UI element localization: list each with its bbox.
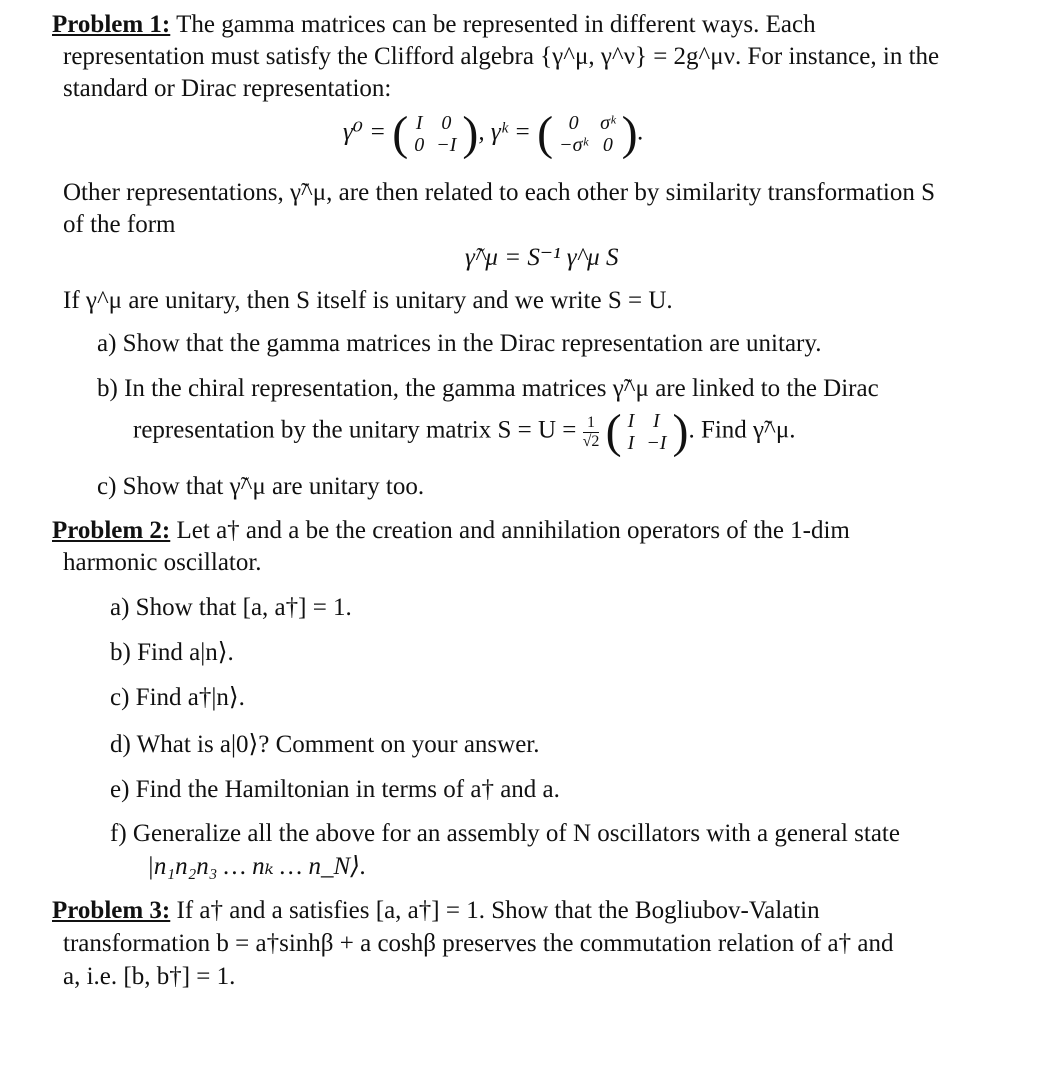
- gammak-lhs: γᵏ =: [490, 118, 531, 146]
- problem-2-part-f-line-2: |n₁n₂n₃ … nₖ … n_N⟩.: [147, 853, 367, 880]
- problem-3-line-2: transformation b = a†sinhβ + a coshβ preserves the commutation relation of a† and: [63, 930, 894, 957]
- fraction-denominator: √2: [582, 432, 600, 450]
- one-over-root-two: [583, 414, 600, 451]
- gammak-matrix: ( 0 σᵏ −σᵏ 0 ): [537, 107, 638, 160]
- u-m22: −I: [646, 432, 667, 454]
- part-b-find: . Find γ̃^μ.: [688, 416, 796, 444]
- gammak-m12: σᵏ: [600, 112, 616, 134]
- u-m12: I: [653, 410, 660, 432]
- problem-1-line-6: If γ^μ are unitary, then S itself is unitary and we write S = U.: [63, 287, 673, 314]
- gamma0-m22: −I: [436, 134, 457, 156]
- problem-2-text-1: Let a† and a be the creation and annihilation operators of the 1-dim: [176, 517, 850, 544]
- gamma0-matrix: ( I 0 0 −I ): [392, 107, 479, 160]
- problem-1-heading: Problem 1:: [52, 11, 171, 38]
- problem-3-line-3: a, i.e. [b, b†] = 1.: [63, 963, 236, 990]
- problem-1-line-2: representation must satisfy the Clifford algebra {γ^μ, γ^ν} = 2g^μν. For instance, in the: [63, 43, 940, 70]
- problem-2-line-1: [52, 516, 850, 546]
- gammak-m11: 0: [568, 112, 579, 134]
- gammak-m22: 0: [602, 134, 613, 156]
- problem-1-line-1: [52, 10, 816, 40]
- gamma0-m21: 0: [414, 134, 425, 156]
- problem-2-part-e: e) Find the Hamiltonian in terms of a† and a.: [110, 776, 560, 803]
- problem-1-part-b-line-2: [133, 405, 796, 458]
- problem-1-part-a: a) Show that the gamma matrices in the Dirac representation are unitary.: [97, 330, 822, 357]
- problem-3-line-1: [52, 896, 820, 926]
- problem-1-part-b-line-1: b) In the chiral representation, the gamma matrices γ̃^μ are linked to the Dirac: [97, 375, 879, 402]
- gamma0-lhs: γ⁰ =: [343, 118, 386, 146]
- problem-2-part-b: b) Find a|n⟩.: [110, 639, 234, 666]
- u-m11: I: [627, 410, 635, 432]
- problem-2-part-c: c) Find a†|n⟩.: [110, 684, 245, 711]
- u-m21: I: [627, 432, 635, 454]
- problem-1-line-5: of the form: [63, 211, 176, 238]
- gamma0-m11: I: [415, 112, 423, 134]
- gammak-m21: −σᵏ: [559, 134, 589, 156]
- similarity-transformation-equation: γ̃^μ = S⁻¹ γ^μ S: [465, 244, 619, 271]
- problem-2-part-f-line-1: f) Generalize all the above for an assembly of N oscillators with a general state: [110, 820, 900, 847]
- part-b-text: representation by the unitary matrix S = U =: [133, 416, 577, 444]
- unitary-matrix: ( I I I −I ): [605, 405, 689, 458]
- problem-3-text-1: If a† and a satisfies [a, a†] = 1. Show that the Bogliubov-Valatin: [176, 897, 820, 924]
- dirac-representation-equation: γ⁰ = ( I 0 0 −I ), γᵏ = ( 0 σᵏ −σᵏ 0 ).: [343, 107, 644, 160]
- problem-1-line-4: Other representations, γ̃^μ, are then related to each other by similarity transformation S: [63, 179, 936, 206]
- problem-1-text-1: The gamma matrices can be represented in different ways. Each: [176, 11, 816, 38]
- problem-3-heading: Problem 3:: [52, 897, 171, 924]
- gamma0-m12: 0: [441, 112, 452, 134]
- problem-2-line-2: harmonic oscillator.: [63, 549, 262, 576]
- problem-1-line-3: standard or Dirac representation:: [63, 75, 392, 102]
- problem-2-part-a: a) Show that [a, a†] = 1.: [110, 594, 352, 621]
- problem-2-heading: Problem 2:: [52, 517, 171, 544]
- problem-2-part-d: d) What is a|0⟩? Comment on your answer.: [110, 731, 540, 758]
- fraction-numerator: 1: [583, 414, 600, 433]
- problem-1-part-c: c) Show that γ̃^μ are unitary too.: [97, 473, 425, 500]
